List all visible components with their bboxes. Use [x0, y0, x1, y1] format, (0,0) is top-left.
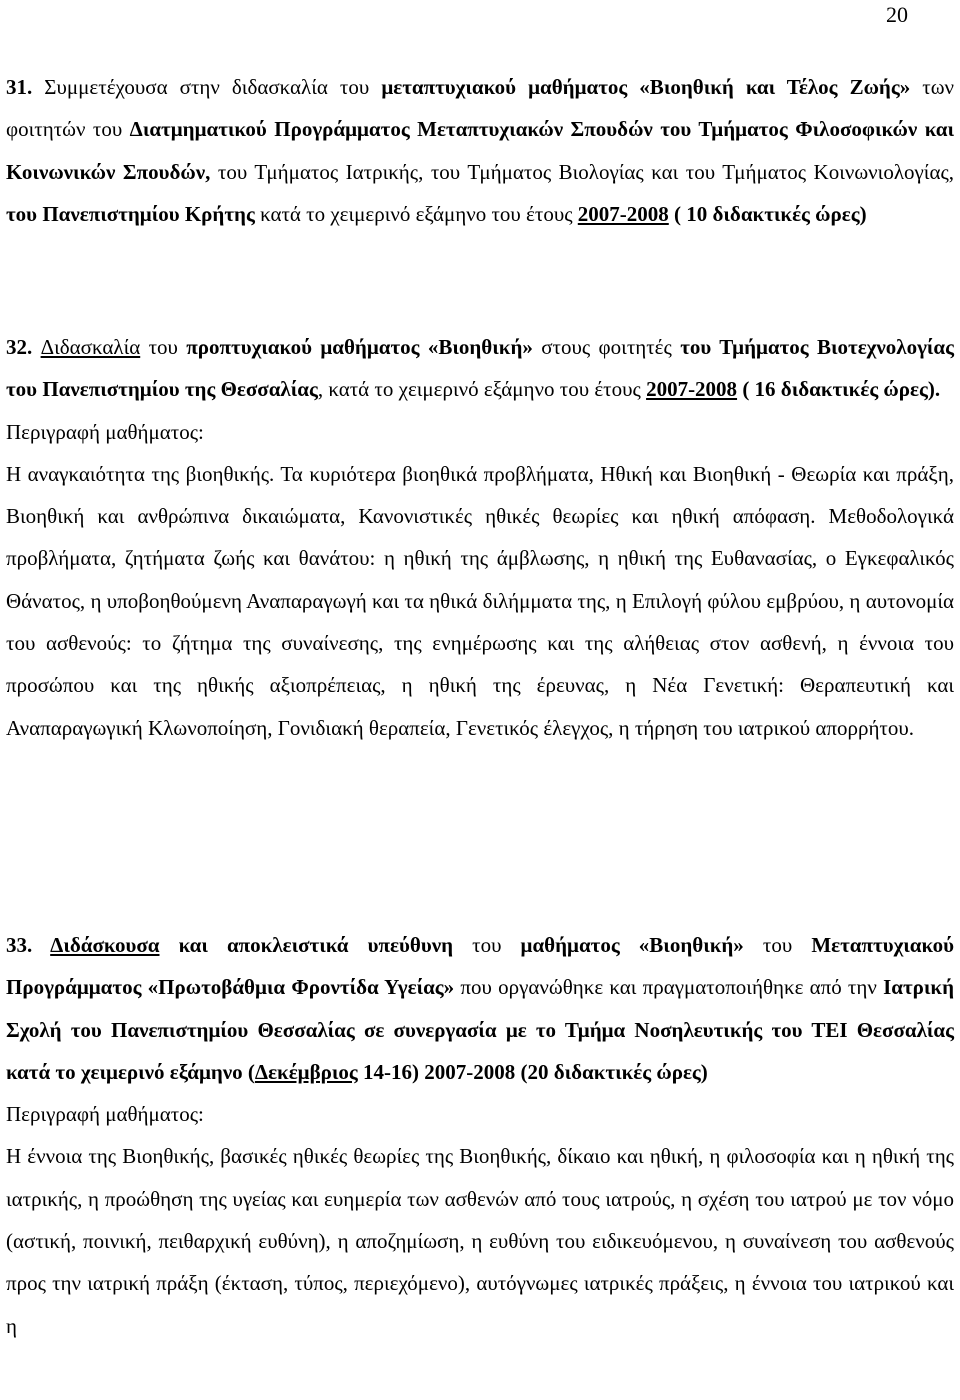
entry-31-heading-part: του Πανεπιστημίου Κρήτης	[6, 201, 255, 226]
entry-32-heading-part: 2007-2008	[646, 377, 738, 402]
entry-31-heading-part: κατά το χειμερινό εξάμηνο του έτους	[254, 201, 578, 226]
entry-33-heading	[6, 924, 954, 1093]
entry-33-heading-part: που οργανώθηκε και πραγματοποιήθηκε από την	[454, 975, 884, 1000]
entry-32-description-label: Περιγραφή μαθήματος:	[6, 419, 204, 444]
entry-33-heading-part: 14-16) 2007-2008 (20 διδακτικές ώρες)	[357, 1059, 708, 1084]
entry-31-heading-part: ( 10 διδακτικές ώρες)	[668, 201, 867, 226]
entry-33-description-label: Περιγραφή μαθήματος:	[6, 1102, 204, 1127]
entry-32	[6, 326, 954, 749]
entry-33-heading-part: Μεταπτυχιακού Προγράμματος «Πρωτοβάθμια Φροντίδα Υγείας»	[6, 933, 954, 1000]
entry-31-heading-part: 31.	[6, 75, 45, 99]
entry-33-heading-part: Δεκέμβριος	[254, 1059, 358, 1084]
entry-32-heading-part: , κατά το χειμερινό εξάμηνο του έτους	[317, 377, 647, 402]
entry-32-description: Η αναγκαιότητα της βιοηθικής. Τα κυριότερα βιοηθικά προβλήματα, Ηθική και Βιοηθική - Θεωρία και πράξη, Βιοηθική και ανθρώπινα δικαιώματα, Κανονιστικές ηθικές θεωρίες και ηθική απόφαση. Μεθοδολογικά προβλήματα, ζητήματα ζωής και θανάτου: η ηθική της άμβλωσης, η ηθική της Ευθανασίας, ο Εγκεφαλικός Θάνατος, η υποβοηθούμενη Αναπαραγωγή και τα ηθικά διλήμματα της, η Επιλογή φύλου εμβρύου, η αυτονομία του ασθενούς: το ζήτημα της συναίνεσης, της ενημέρωσης και της αλήθειας στον ασθενή, η έννοια του προσώπου και της ηθικής αξιοπρέπειας, η ηθική της έρευνας, η Νέα Γενετική: Θεραπευτική και Αναπαραγωγική Κλωνοποίηση, Γονιδιακή θεραπεία, Γενετικός έλεγχος, η τήρηση του ιατρικού απορρήτου.	[6, 461, 954, 740]
entry-31	[6, 66, 954, 235]
entry-32-heading-part: 32.	[6, 335, 41, 359]
entry-33-heading-part: Ιατρική Σχολή του Πανεπιστημίου Θεσσαλίας σε συνεργασία με το Τμήμα Νοσηλευτικής του ΤΕΙ Θεσσαλίας κατά το χειμερινό εξάμηνο (	[6, 975, 954, 1084]
entry-33-heading-part: 33.	[6, 933, 51, 957]
page-number: 20	[886, 2, 908, 27]
entry-31-heading-part: των φοιτητών του	[6, 75, 955, 142]
entry-33-heading-part: του	[453, 933, 521, 957]
entry-32-heading-part: του Τμήματος Βιοτεχνολογίας του Πανεπιστημίου της Θεσσαλίας	[6, 335, 954, 402]
entry-31-heading	[6, 66, 954, 235]
entry-33-heading-part: μαθήματος «Βιοηθική»	[520, 933, 744, 957]
entry-33-description: Η έννοια της Βιοηθικής, βασικές ηθικές θεωρίες της Βιοηθικής, δίκαιο και ηθική, η φιλοσοφία και η ηθική της ιατρικής, η προώθηση της υγείας και ευημερία των ασθενών από τους ιατρούς, η σχέση του ιατρού με τον νόμο (αστική, ποινική, πειθαρχική ευθύνη), η αποζημίωση, η ευθύνη του ειδικευόμενου, η συναίνεση του ασθενούς προς την ιατρική πράξη (έκταση, τύπος, περιεχόμενο), αυτόγνωμες ιατρικές πράξεις, η έννοια του ιατρικού και η	[6, 1144, 954, 1338]
entry-33	[6, 924, 954, 1347]
entry-31-heading-part: του Τμήματος Ιατρικής, του Τμήματος Βιολογίας και του Τμήματος Κοινωνιολογίας,	[210, 159, 955, 184]
entry-33-heading-part: και αποκλειστικά υπεύθυνη	[159, 933, 454, 957]
entry-33-heading-part: Διδάσκουσα	[50, 933, 160, 957]
entry-32-heading-part: στους φοιτητές	[532, 335, 681, 359]
entry-32-heading-part: ( 16 διδακτικές ώρες).	[737, 377, 941, 402]
entry-32-heading-part: Διδασκαλία	[40, 335, 141, 359]
entry-32-heading-part: του	[140, 335, 187, 359]
entry-32-heading-part: προπτυχιακού μαθήματος «Βιοηθική»	[186, 335, 533, 359]
entry-31-heading-part: Συμμετέχουσα στην διδασκαλία του	[44, 75, 382, 99]
entry-31-heading-part: Διατμηματικού Προγράμματος Μεταπτυχιακών Σπουδών του Τμήματος Φιλοσοφικών και Κοινωνικών Σπουδών,	[6, 117, 954, 184]
entry-32-heading	[6, 326, 954, 411]
entry-33-heading-part: του	[743, 933, 812, 957]
entry-31-heading-part: 2007-2008	[577, 201, 669, 226]
entry-31-heading-part: μεταπτυχιακού μαθήματος «Βιοηθική και Τέλος Ζωής»	[381, 75, 911, 99]
